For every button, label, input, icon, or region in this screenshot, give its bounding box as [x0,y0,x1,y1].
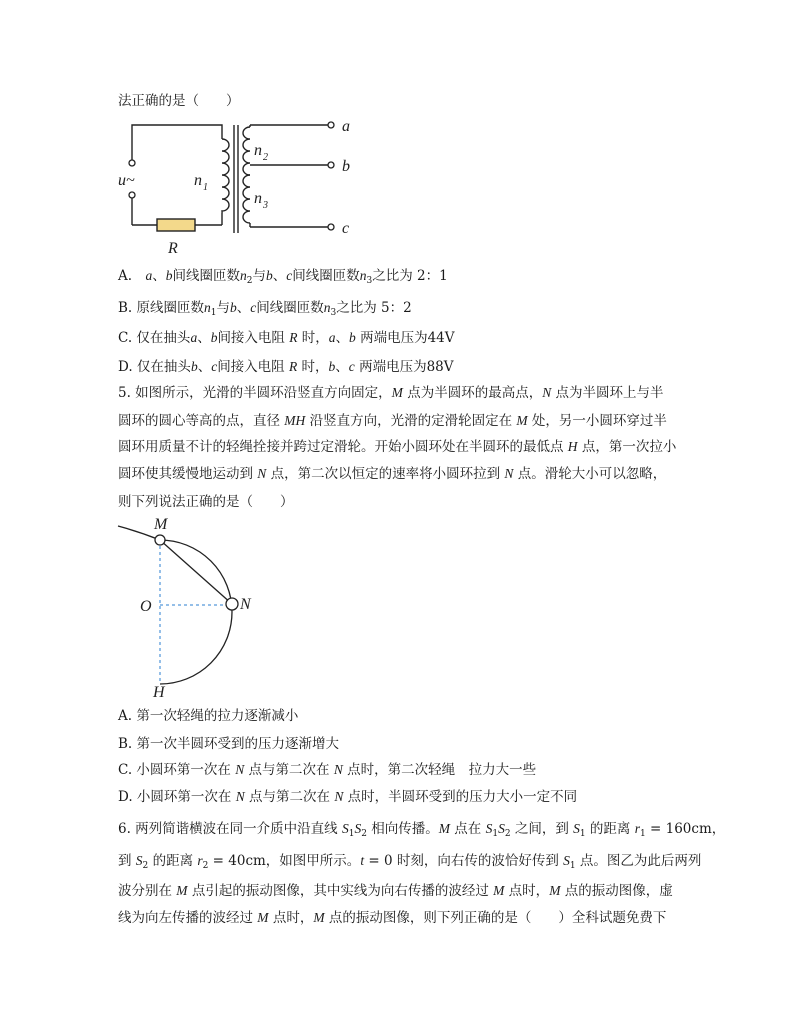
terminal-c-label: c [342,220,350,237]
q5-option-c[interactable]: C. 小圆环第一次在 N 点与第二次在 N 点时，第二次轻绳 拉力大一些 [118,762,537,778]
resistor-label: R [168,240,178,257]
n3-label: n [254,190,262,207]
terminal-b-label: b [342,158,350,175]
n2-sub: 2 [263,152,268,163]
q4-option-c[interactable]: C. 仅在抽头a、b间接入电阻 R 时，a、b 两端电压为44V [118,330,455,346]
source-label: u~ [118,172,135,189]
terminal-a-label: a [342,118,350,135]
q4-option-b[interactable]: B. 原线圈匝数$n_1$与b、c间线圈匝数$n_3$之比为 5：2 [118,300,412,318]
q5-line-1: 5. 如图所示，光滑的半圆环沿竖直方向固定，M 点为半圆环的最高点，N 点为半圆环上与半 [118,385,664,401]
q6-line-4: 线为向左传播的波经过 M 点时，M 点的振动图像，则下列正确的是（ ）全科试题免费下 [118,910,667,926]
point-h-label: H [153,684,165,700]
q4-option-d[interactable]: D. 仅在抽头b、c间接入电阻 R 时，b、c 两端电压为88V [118,359,454,375]
semicircle-figure [112,515,312,700]
q5-option-b[interactable]: B. 第一次半圆环受到的压力逐渐增大 [118,736,340,752]
n3-sub: 3 [263,200,268,211]
point-n-label: N [240,596,251,613]
q4-option-a[interactable]: A. a、b间线圈匝数$n_2$与b、c间线圈匝数$n_3$之比为 2：1 [118,268,448,286]
q6-line-1: 6. 两列简谐横波在同一介质中沿直线 $S_1S_2$ 相向传播。M 点在 $S_1S_2$ 之间，到 $S_1$ 的距离 $r_1 = 160cm$， [118,821,726,839]
q5-line-5: 则下列说法正确的是（ ） [118,494,294,510]
q6-line-2: 到 $S_2$ 的距离 $r_2 = 40cm$，如图甲所示。t = 0 时刻，向右传的波恰好传到 $S_1$ 点。图乙为此后两列 [118,853,702,871]
point-o-label: O [140,598,152,615]
q5-option-d[interactable]: D. 小圆环第一次在 N 点与第二次在 N 点时，半圆环受到的压力大小一定不同 [118,789,578,805]
point-m-label: M [154,516,168,533]
q6-line-3: 波分别在 M 点引起的振动图像，其中实线为向右传播的波经过 M 点时，M 点的振动图像，虚 [118,883,673,899]
q5-line-3: 圆环用质量不计的轻绳拴接并跨过定滑轮。开始小圆环处在半圆环的最低点 H 点，第一次拉小 [118,439,677,455]
q4-intro: 法正确的是（ ） [118,93,240,109]
q5-line-2: 圆环的圆心等高的点，直径 MH 沿竖直方向，光滑的定滑轮固定在 M 处，另一小圆环穿过半 [118,413,667,429]
transformer-figure [112,115,362,263]
n1-sub: 1 [203,182,208,193]
q5-line-4: 圆环使其缓慢地运动到 N 点，第二次以恒定的速率将小圆环拉到 N 点。滑轮大小可以忽略， [118,466,667,482]
n2-label: n [254,142,262,159]
q5-option-a[interactable]: A. 第一次轻绳的拉力逐渐减小 [118,708,299,724]
n1-label: n [194,172,202,189]
